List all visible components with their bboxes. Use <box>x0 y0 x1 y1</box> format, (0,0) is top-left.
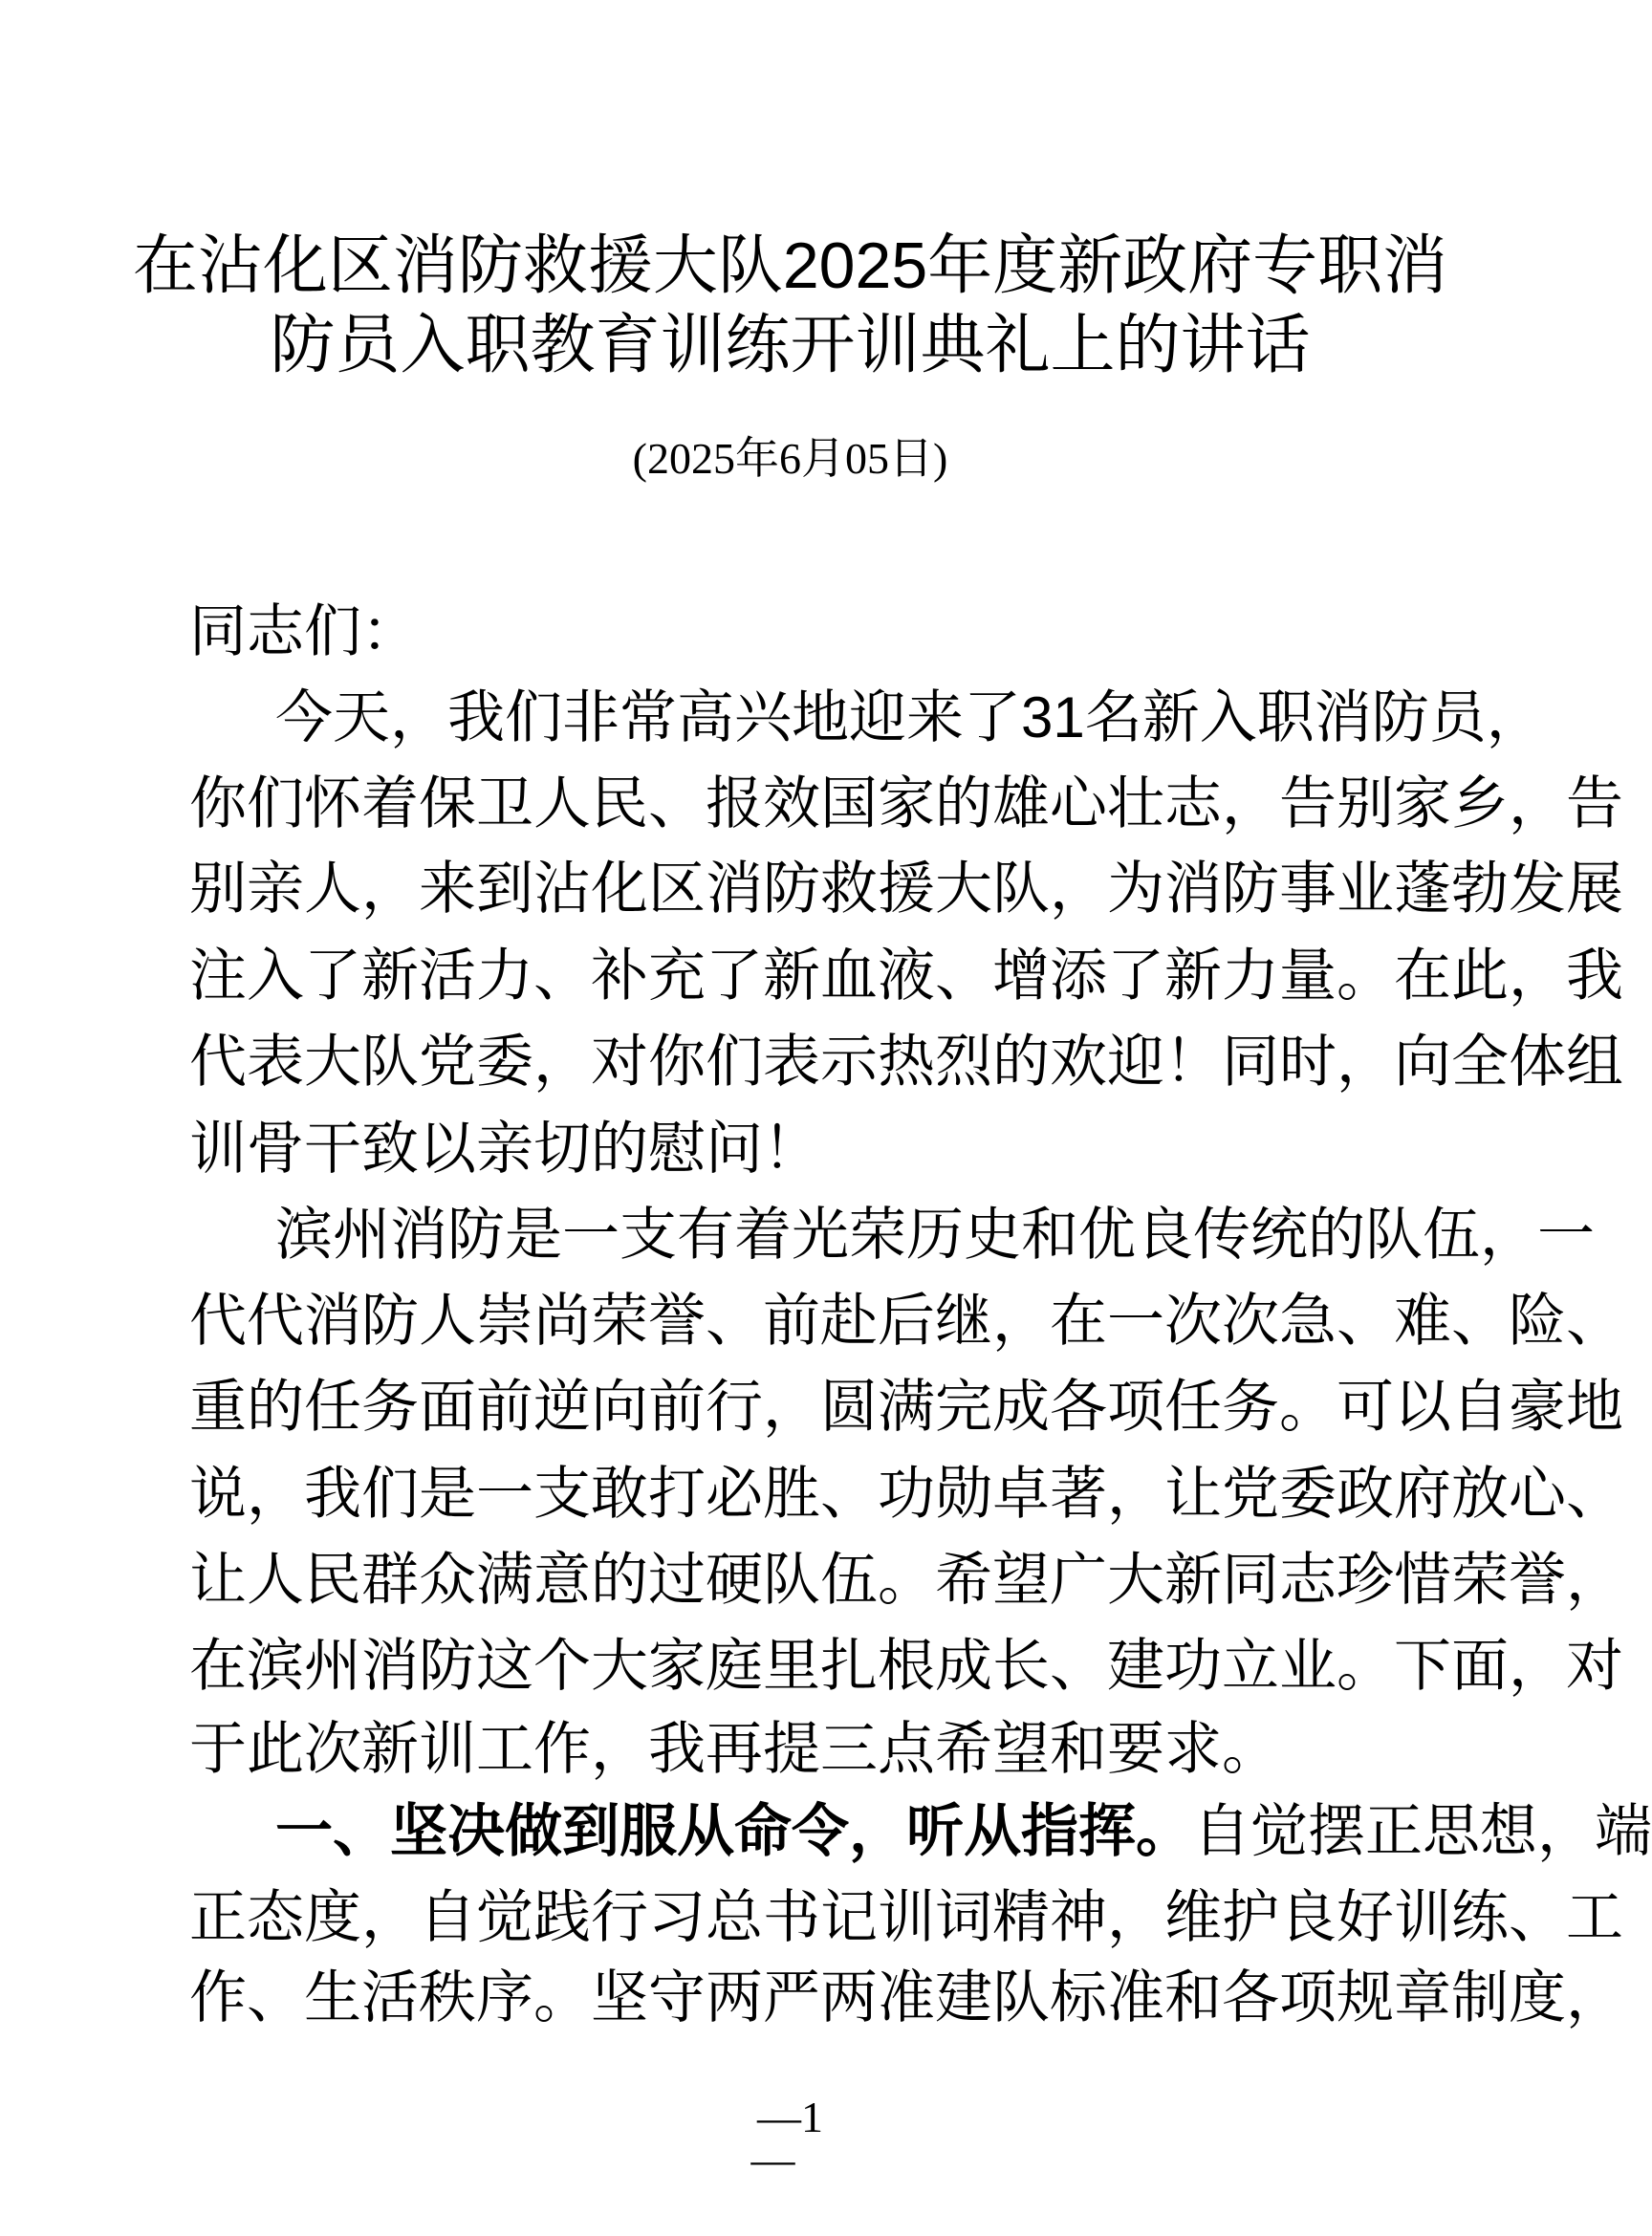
text-line: 正态度，自觉践行习总书记训词精神，维护良好训练、工 <box>189 1885 1623 1949</box>
page-number: —1 <box>757 2093 823 2141</box>
text-line: 训骨干致以亲切的慰问！ <box>189 1117 820 1181</box>
text-line: 说，我们是一支敢打必胜、功勋卓著，让党委政府放心、 <box>189 1462 1623 1526</box>
document-title-line-2: 防员入职教育训练开训典礼上的讲话 <box>270 309 1311 381</box>
text-line: 于此次新训工作，我再提三点希望和要求。 <box>189 1717 1279 1781</box>
text-line: 重的任务面前逆向前行，圆满完成各项任务。可以自豪地 <box>189 1375 1623 1439</box>
text-line <box>275 1793 1652 1870</box>
section-heading-bold: 一、坚决做到服从命令，听从指挥。 <box>275 1799 1193 1863</box>
text-line: 滨州消防是一支有着光荣历史和优良传统的队伍，一 <box>275 1203 1595 1267</box>
salutation: 同志们： <box>189 599 419 663</box>
text-line: 别亲人，来到沾化区消防救援大队，为消防事业蓬勃发展 <box>189 857 1623 921</box>
text-line: 你们怀着保卫人民、报效国家的雄心壮志，告别家乡，告 <box>189 771 1623 836</box>
text-line: 代表大队党委，对你们表示热烈的欢迎！同时，向全体组 <box>189 1030 1623 1094</box>
text-line: 让人民群众满意的过硬队伍。希望广大新同志珍惜荣誉， <box>189 1548 1623 1612</box>
speech-date: (2025年6月05日) <box>632 434 948 483</box>
text-line: 代代消防人崇尚荣誉、前赴后继，在一次次急、难、险、 <box>189 1289 1623 1353</box>
text-line: 注入了新活力、补充了新血液、增添了新力量。在此，我 <box>189 944 1623 1008</box>
text-line: 作、生活秩序。坚守两严两准建队标准和各项规章制度， <box>189 1965 1623 2030</box>
text-line: 在滨州消防这个大家庭里扎根成长、建功立业。下面，对 <box>189 1634 1623 1698</box>
page-number-dash: — <box>750 2135 795 2183</box>
text-segment: 自觉摆正思想，端 <box>1193 1799 1652 1863</box>
document-title-line-1: 在沾化区消防救援大队2025年度新政府专职消 <box>132 229 1448 302</box>
text-line: 今天，我们非常高兴地迎来了31名新入职消防员， <box>275 685 1544 749</box>
